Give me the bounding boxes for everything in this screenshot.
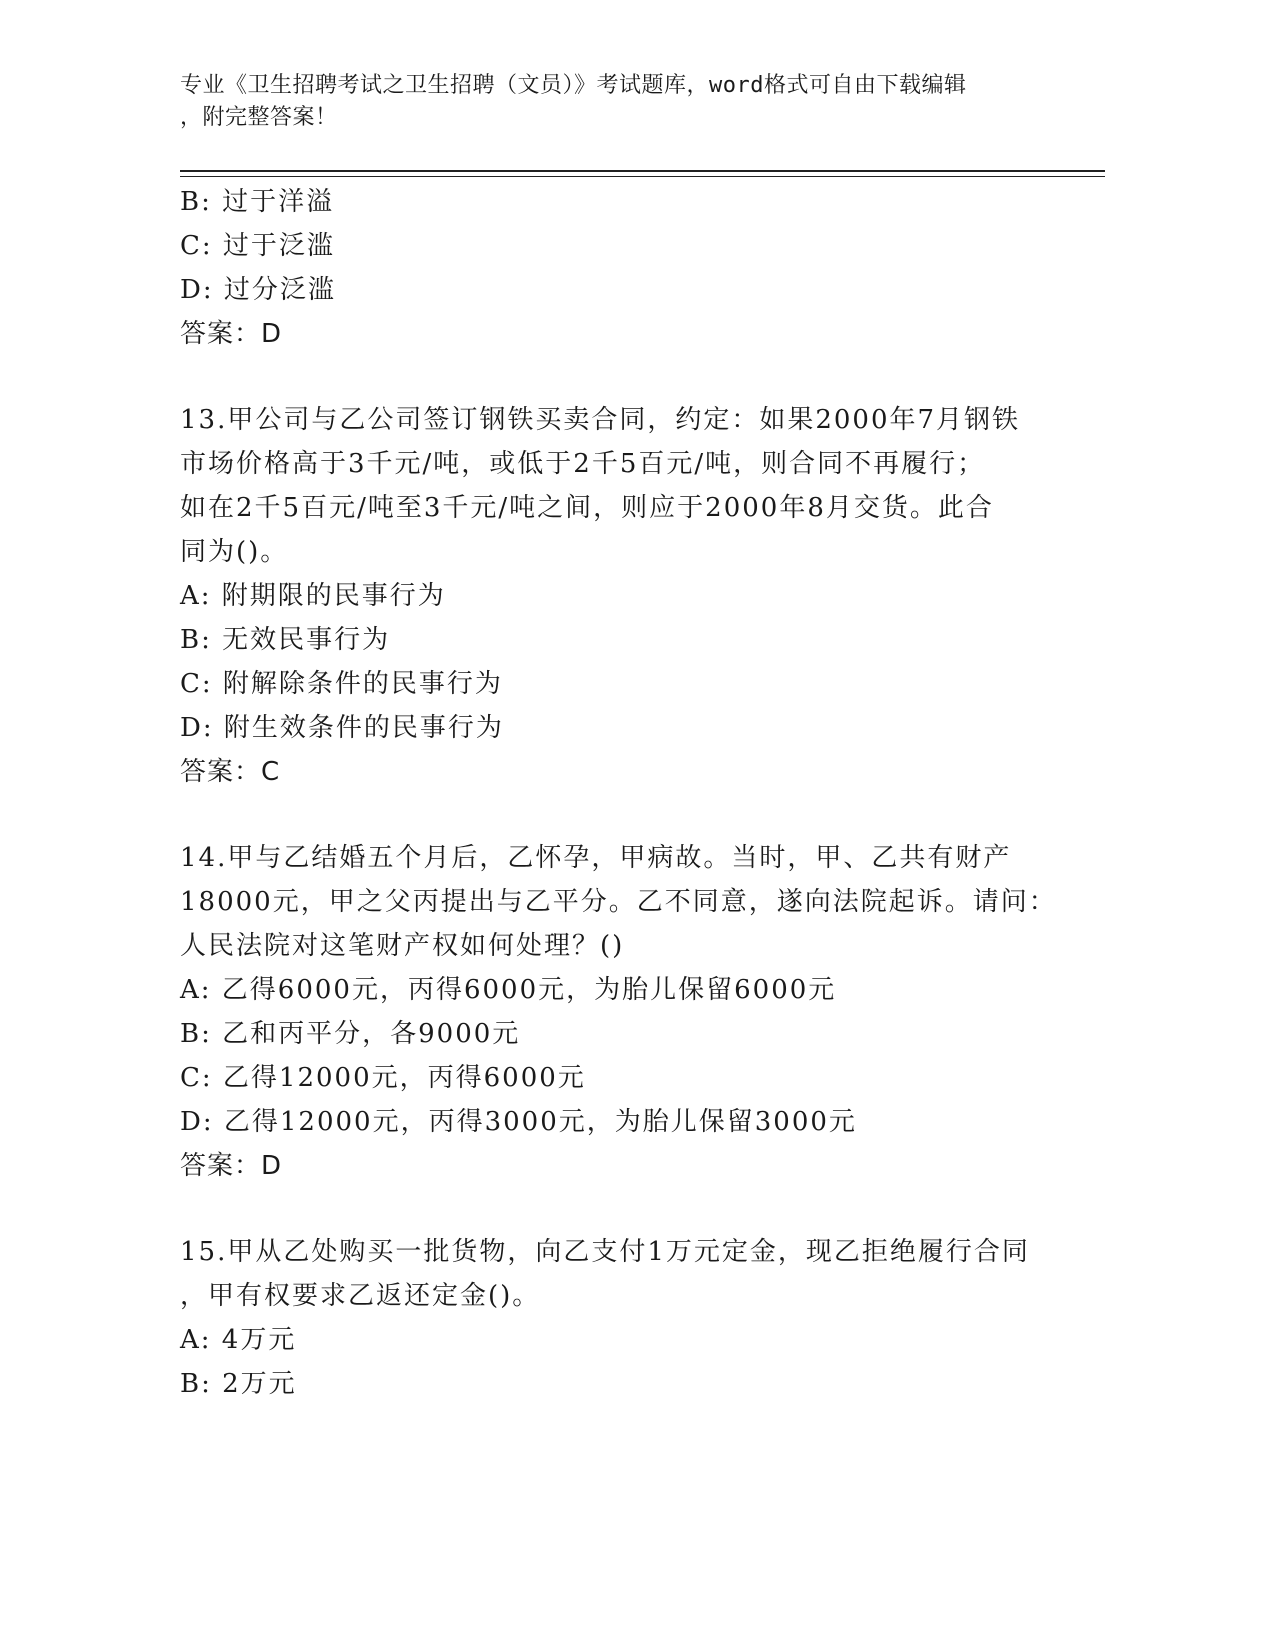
option-b: B: 过于洋溢 bbox=[180, 187, 335, 217]
page-header bbox=[180, 70, 1040, 134]
header-line-2: ，附完整答案！ bbox=[180, 105, 338, 130]
option-d: D: 乙得12000元，丙得3000元，为胎儿保留3000元 bbox=[180, 1107, 857, 1137]
option-d: D: 附生效条件的民事行为 bbox=[180, 713, 504, 743]
question-15 bbox=[180, 1230, 1080, 1406]
question-12-tail bbox=[180, 180, 1080, 356]
question-stem-line: 13.甲公司与乙公司签订钢铁买卖合同，约定：如果2000年7月钢铁 bbox=[180, 405, 1021, 435]
option-c: C: 过于泛滥 bbox=[180, 231, 335, 261]
header-line-1: 专业《卫生招聘考试之卫生招聘（文员）》考试题库，word格式可自由下载编辑 bbox=[180, 73, 967, 98]
question-stem-line: 15.甲从乙处购买一批货物，向乙支付1万元定金，现乙拒绝履行合同 bbox=[180, 1237, 1030, 1267]
question-stem-line: 18000元，甲之父丙提出与乙平分。乙不同意，遂向法院起诉。请问： bbox=[180, 887, 1057, 917]
question-stem-line: 同为()。 bbox=[180, 537, 289, 567]
option-c: C: 附解除条件的民事行为 bbox=[180, 669, 503, 699]
option-a: A: 附期限的民事行为 bbox=[180, 581, 446, 611]
question-stem-line: 14.甲与乙结婚五个月后，乙怀孕，甲病故。当时，甲、乙共有财产 bbox=[180, 843, 1012, 873]
option-b: B: 乙和丙平分，各9000元 bbox=[180, 1019, 521, 1049]
answer: 答案：D bbox=[180, 1151, 283, 1181]
question-14 bbox=[180, 836, 1080, 1188]
option-a: A: 乙得6000元，丙得6000元，为胎儿保留6000元 bbox=[180, 975, 837, 1005]
spacer bbox=[180, 794, 1080, 836]
document-body bbox=[180, 180, 1080, 1406]
header-divider bbox=[180, 170, 1105, 172]
option-a: A: 4万元 bbox=[180, 1325, 297, 1355]
answer: 答案：C bbox=[180, 757, 281, 787]
spacer bbox=[180, 356, 1080, 398]
question-stem-line: 人民法院对这笔财产权如何处理？() bbox=[180, 931, 625, 961]
header-divider-thin bbox=[180, 176, 1105, 177]
question-stem-line: 市场价格高于3千元/吨，或低于2千5百元/吨，则合同不再履行； bbox=[180, 449, 986, 479]
option-c: C: 乙得12000元，丙得6000元 bbox=[180, 1063, 586, 1093]
question-stem-line: ，甲有权要求乙返还定金()。 bbox=[180, 1281, 541, 1311]
option-d: D: 过分泛滥 bbox=[180, 275, 336, 305]
question-13 bbox=[180, 398, 1080, 794]
spacer bbox=[180, 1188, 1080, 1230]
answer: 答案：D bbox=[180, 319, 283, 349]
option-b: B: 2万元 bbox=[180, 1369, 297, 1399]
question-stem-line: 如在2千5百元/吨至3千元/吨之间，则应于2000年8月交货。此合 bbox=[180, 493, 994, 523]
option-b: B: 无效民事行为 bbox=[180, 625, 391, 655]
